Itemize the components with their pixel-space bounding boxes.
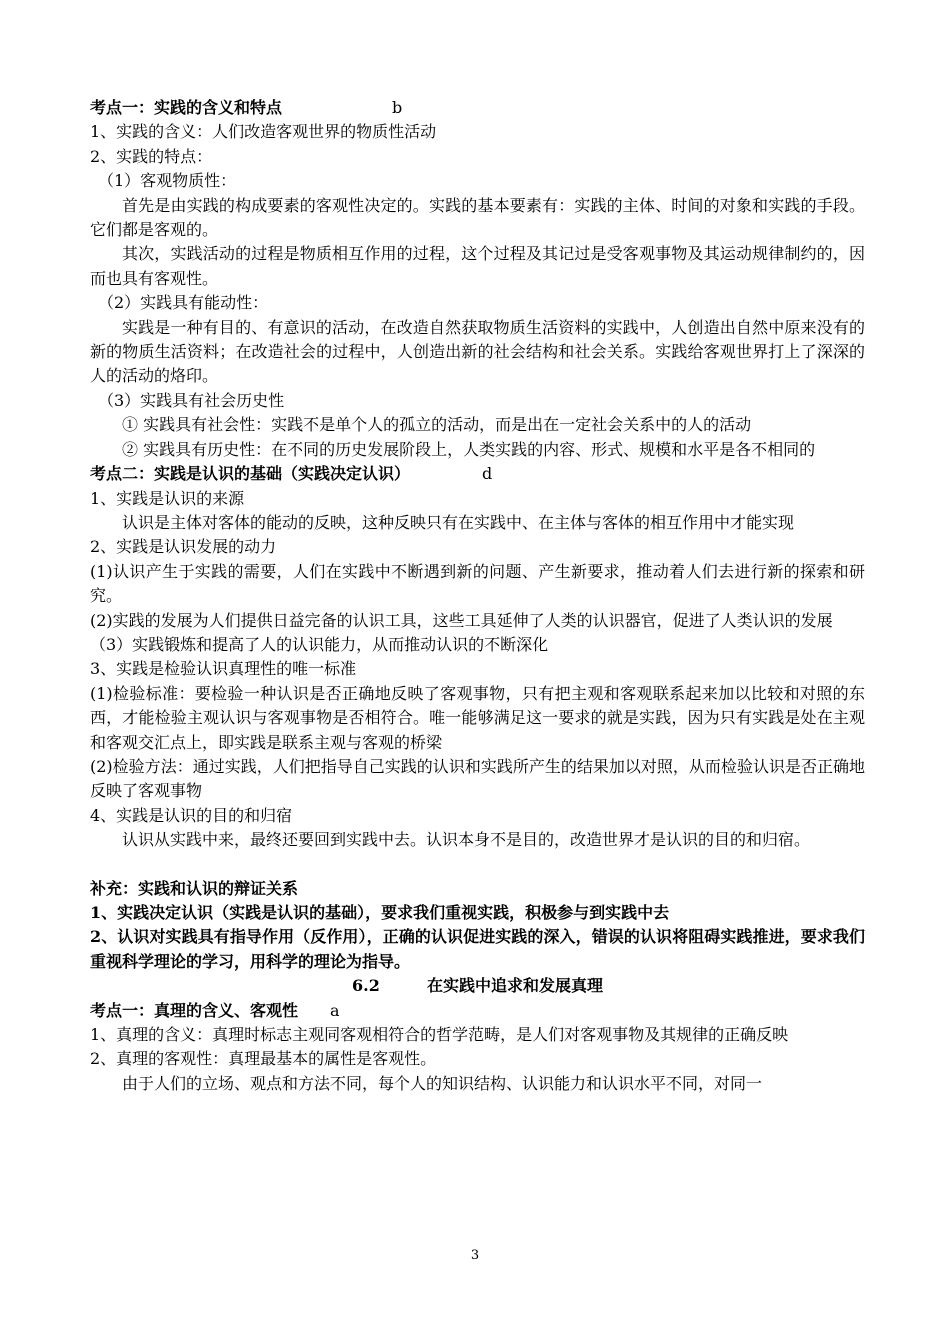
paragraph: （3）实践锻炼和提高了人的认识能力，从而推动认识的不断深化 [90,634,549,654]
heading-text: 考点一：真理的含义、客观性 [90,1000,299,1020]
heading-text: 考点二：实践是认识的基础（实践决定认识） [90,464,411,484]
paragraph: 2、实践是认识发展的动力 [90,537,277,557]
paragraph: 实践是一种有目的、有意识的活动，在改造自然获取物质生活资料的实践中，人创造出自然中原来没有的新的物质生活资料；在改造社会的过程中，人创造出新的社会结构和社会关系。实践给客观世界打上了深深的人的活动的烙印。 [90,317,865,386]
supplement-heading: 补充：实践和认识的辩证关系 [90,878,299,898]
heading-text: 考点一：实践的含义和特点 [90,98,283,117]
paragraph: (1)认识产生于实践的需要，人们在实践中不断遇到新的问题、产生新要求，推动着人们去进行新的探索和研究。 [90,561,865,606]
section-heading-1 [90,96,865,120]
paragraph: （2）实践具有能动性： [98,293,269,313]
paragraph: 由于人们的立场、观点和方法不同，每个人的知识结构、认识能力和认识水平不同，对同一 [122,1073,763,1093]
paragraph: 4、实践是认识的目的和归宿 [90,805,293,825]
heading-level-tag: b [392,98,403,117]
paragraph: ① 实践具有社会性：实践不是单个人的孤立的活动，而是出在一定社会关系中的人的活动 [122,415,752,435]
paragraph: 2、实践的特点： [90,146,213,166]
section-heading-2 [90,462,865,486]
supplement-point: 2、认识对实践具有指导作用（反作用），正确的认识促进实践的深入，错误的认识将阻碍实践推进，要求我们重视科学理论的学习，用科学的理论为指导。 [90,927,865,971]
spacer [90,853,865,877]
paragraph: 其次，实践活动的过程是物质相互作用的过程，这个过程及其记过是受客观事物及其运动规律制约的，因而也具有客观性。 [90,244,865,288]
heading-level-tag: a [330,1000,340,1020]
heading-level-tag: d [482,464,493,484]
paragraph: 认识是主体对客体的能动的反映，这种反映只有在实践中、在主体与客体的相互作用中才能实现 [122,512,795,532]
paragraph: （3）实践具有社会历史性 [98,390,285,410]
section-heading-3 [90,999,865,1023]
paragraph: (2)检验方法：通过实践，人们把指导自己实践的认识和实践所产生的结果加以对照，从而检验认识是否正确地反映了客观事物 [90,756,865,801]
chapter-number: 6.2 [351,976,380,996]
chapter-heading [90,974,865,998]
paragraph: ② 实践具有历史性：在不同的历史发展阶段上，人类实践的内容、形式、规模和水平是各不相同的 [122,439,816,459]
page-number: 3 [470,1248,480,1263]
paragraph: 1、真理的含义：真理时标志主观同客观相符合的哲学范畴，是人们对客观事物及其规律的正确反映 [90,1025,789,1045]
paragraph: （1）客观物质性： [98,171,237,191]
paragraph: 1、实践的含义：人们改造客观世界的物质性活动 [90,122,437,142]
paragraph: (2)实践的发展为人们提供日益完备的认识工具，这些工具延伸了人类的认识器官，促进了人类认识的发展 [90,610,833,630]
paragraph: 3、实践是检验认识真理性的唯一标准 [90,659,357,679]
document-page [90,96,865,1096]
paragraph: 认识从实践中来，最终还要回到实践中去。认识本身不是目的，改造世界才是认识的目的和归宿。 [122,830,811,850]
paragraph: 2、真理的客观性：真理最基本的属性是客观性。 [90,1049,437,1069]
paragraph: 1、实践是认识的来源 [90,488,245,508]
supplement-point: 1、实践决定认识（实践是认识的基础），要求我们重视实践，积极参与到实践中去 [90,903,670,922]
paragraph: 首先是由实践的构成要素的客观性决定的。实践的基本要素有：实践的主体、时间的对象和实践的手段。它们都是客观的。 [90,195,865,240]
chapter-title: 在实践中追求和发展真理 [426,976,603,996]
paragraph: (1)检验标准：要检验一种认识是否正确地反映了客观事物，只有把主观和客观联系起来加以比较和对照的东西，才能检验主观认识与客观事物是否相符合。唯一能够满足这一要求的就是实践，因为只有实践是处在主观和客观交汇点上，即实践是联系主观与客观的桥梁 [90,683,865,752]
